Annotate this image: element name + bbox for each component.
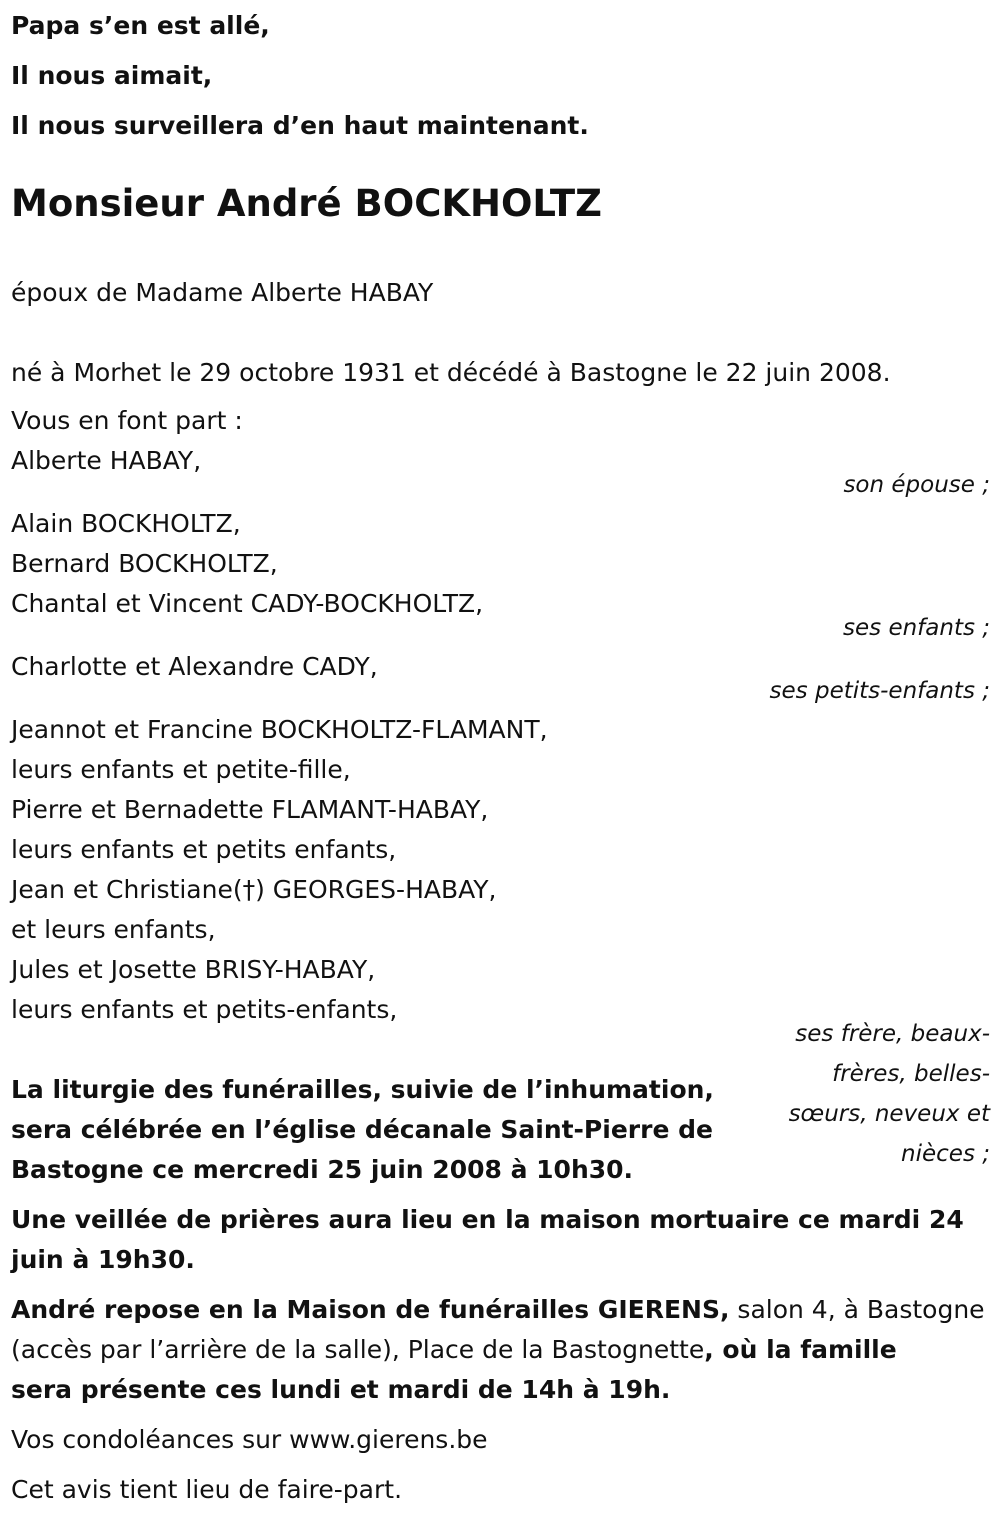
relation-siblings-line: nièces ; (901, 1141, 990, 1167)
family-grandchildren: Charlotte et Alexandre CADY, (11, 652, 378, 681)
relation-siblings-line: sœurs, neveux et (788, 1101, 990, 1127)
family-spouse: Alberte HABAY, (11, 446, 202, 475)
relation-siblings (768, 1014, 990, 1174)
family-child: Bernard BOCKHOLTZ, (11, 549, 278, 578)
intro-line: Vous en font part : (11, 406, 243, 435)
family-sibling-line: leurs enfants et petite-fille, (11, 755, 351, 784)
relation-siblings-line: frères, belles- (832, 1061, 990, 1087)
relation-spouse: son épouse ; (843, 472, 990, 498)
repose-bold-1: André repose en la Maison de funérailles GIERENS, (11, 1295, 730, 1324)
family-sibling-line: Jules et Josette BRISY-HABAY, (11, 955, 376, 984)
family-sibling-line: leurs enfants et petits-enfants, (11, 995, 398, 1024)
family-sibling-line: leurs enfants et petits enfants, (11, 835, 397, 864)
family-child: Alain BOCKHOLTZ, (11, 509, 241, 538)
deceased-name-title: Monsieur André BOCKHOLTZ (11, 182, 602, 225)
closing-line: Cet avis tient lieu de faire-part. (11, 1475, 403, 1504)
funeral-line: sera célébrée en l’église décanale Saint-Pierre de (11, 1115, 713, 1144)
family-child: Chantal et Vincent CADY-BOCKHOLTZ, (11, 589, 484, 618)
repose-normal-2: (accès par l’arrière de la salle), Place de la Bastognette (11, 1335, 705, 1364)
family-sibling-line: et leurs enfants, (11, 915, 216, 944)
relation-siblings-line: ses frère, beaux- (795, 1021, 990, 1047)
funeral-line: Bastogne ce mercredi 25 juin 2008 à 10h30. (11, 1155, 634, 1184)
repose-bold-2: , où la famille (704, 1335, 897, 1364)
condolences-line: Vos condoléances sur www.gierens.be (11, 1425, 488, 1454)
family-sibling-line: Jeannot et Francine BOCKHOLTZ-FLAMANT, (11, 715, 548, 744)
poem-line-2: Il nous aimait, (11, 61, 213, 90)
birth-death-line: né à Morhet le 29 octobre 1931 et décédé à Bastogne le 22 juin 2008. (11, 358, 891, 387)
family-sibling-line: Jean et Christiane(†) GEORGES-HABAY, (11, 875, 497, 904)
repose-normal-1: salon 4, à Bastogne (729, 1295, 985, 1324)
repose-line-2 (11, 1335, 897, 1365)
funeral-line: La liturgie des funérailles, suivie de l’inhumation, (11, 1075, 714, 1104)
vigil-line: juin à 19h30. (11, 1245, 195, 1274)
repose-line-3: sera présente ces lundi et mardi de 14h à 19h. (11, 1375, 671, 1404)
relation-grandchildren: ses petits-enfants ; (769, 678, 990, 704)
relation-children: ses enfants ; (843, 615, 990, 641)
spouse-line: époux de Madame Alberte HABAY (11, 278, 434, 307)
poem-line-1: Papa s’en est allé, (11, 11, 270, 40)
vigil-line: Une veillée de prières aura lieu en la maison mortuaire ce mardi 24 (11, 1205, 964, 1234)
repose-line-1 (11, 1295, 985, 1325)
family-sibling-line: Pierre et Bernadette FLAMANT-HABAY, (11, 795, 489, 824)
poem-line-3: Il nous surveillera d’en haut maintenant. (11, 111, 589, 140)
